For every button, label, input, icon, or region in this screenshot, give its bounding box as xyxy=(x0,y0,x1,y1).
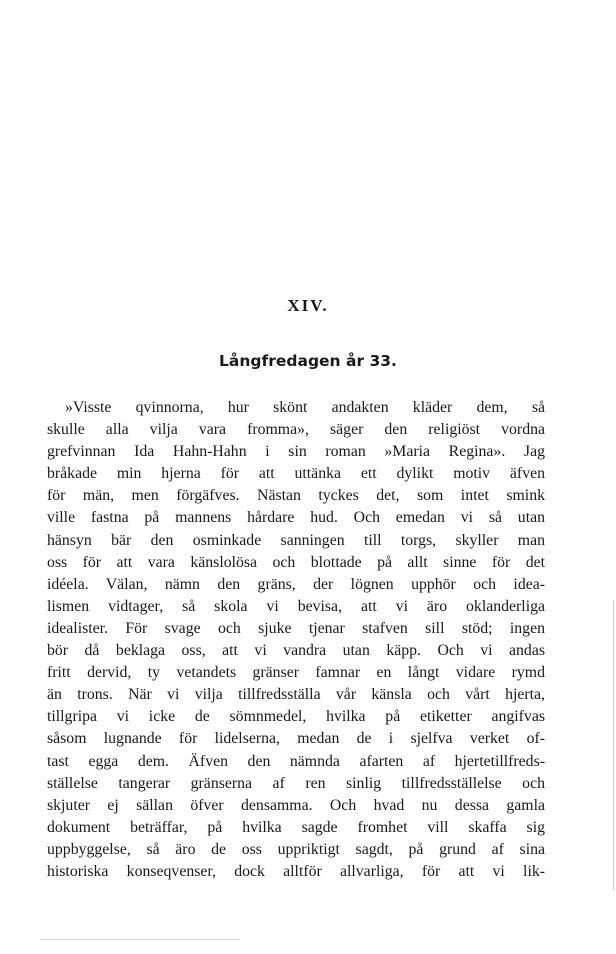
text-line: »Visste qvinnorna, hur skönt andakten kläder dem, så xyxy=(65,399,545,416)
text-line: såsom lugnande för lidelserna, medan de i sjelfva verket of- xyxy=(47,730,545,748)
text-line: oss för att vara känslolösa och blottade på allt sinne för det xyxy=(47,553,545,571)
text-line: historiska konseqvenser, dock alltför allvarliga, för att vi lik- xyxy=(47,862,545,880)
text-line: skulle alla vilja vara fromma», säger den religiöst vordna xyxy=(47,421,545,439)
text-line: hänsyn bär den osminkade sanningen till torgs, skyller man xyxy=(47,531,545,549)
text-line: ville fastna på mannens hårdare hud. Och emedan vi så utan xyxy=(47,509,545,527)
chapter-number: XIV. xyxy=(287,296,329,315)
text-line: bråkade min hjerna för att uttänka ett dylikt motiv äfven xyxy=(47,465,545,483)
text-line: uppbyggelse, så äro de oss uppriktigt sagdt, på grund af sina xyxy=(47,840,545,858)
text-line: dokument beträffar, på hvilka sagde fromhet vill skaffa sig xyxy=(47,818,545,836)
text-line: fritt dervid, ty vetandets gränser famnar en långt vidare rymd xyxy=(47,664,545,682)
text-line: tillgripa vi icke de sömnmedel, hvilka på etiketter angifvas xyxy=(47,708,545,726)
margin-rule xyxy=(613,600,614,890)
text-line: idéela. Välan, nämn den gräns, der lögnen upphör och idea- xyxy=(47,575,545,593)
text-line: än trons. När vi vilja tillfredsställa vår känsla och vårt hjerta, xyxy=(47,686,545,704)
text-line: för män, men förgäfves. Nästan tyckes det, som intet smink xyxy=(47,487,545,505)
text-line: grefvinnan Ida Hahn-Hahn i sin roman »Maria Regina». Jag xyxy=(47,443,545,461)
text-line: ställelse tangerar gränserna af ren sinlig tillfredsställelse och xyxy=(47,774,545,792)
text-line: bör då beklaga oss, att vi vandra utan käpp. Och vi andas xyxy=(47,642,545,660)
text-line: skjuter ej sällan öfver densamma. Och hvad nu dessa gamla xyxy=(47,796,545,814)
text-line: tast egga dem. Äfven den nämnda afarten af hjertetillfreds- xyxy=(47,752,545,770)
text-line: lismen vidtager, så skola vi bevisa, att vi äro oklanderliga xyxy=(47,597,545,615)
chapter-body xyxy=(47,397,545,883)
text-line: idealister. För svage och sjuke tjenar stafven sill stöd; ingen xyxy=(47,619,545,637)
chapter-title: Långfredagen år 33. xyxy=(219,352,397,370)
bottom-rule xyxy=(40,939,240,940)
